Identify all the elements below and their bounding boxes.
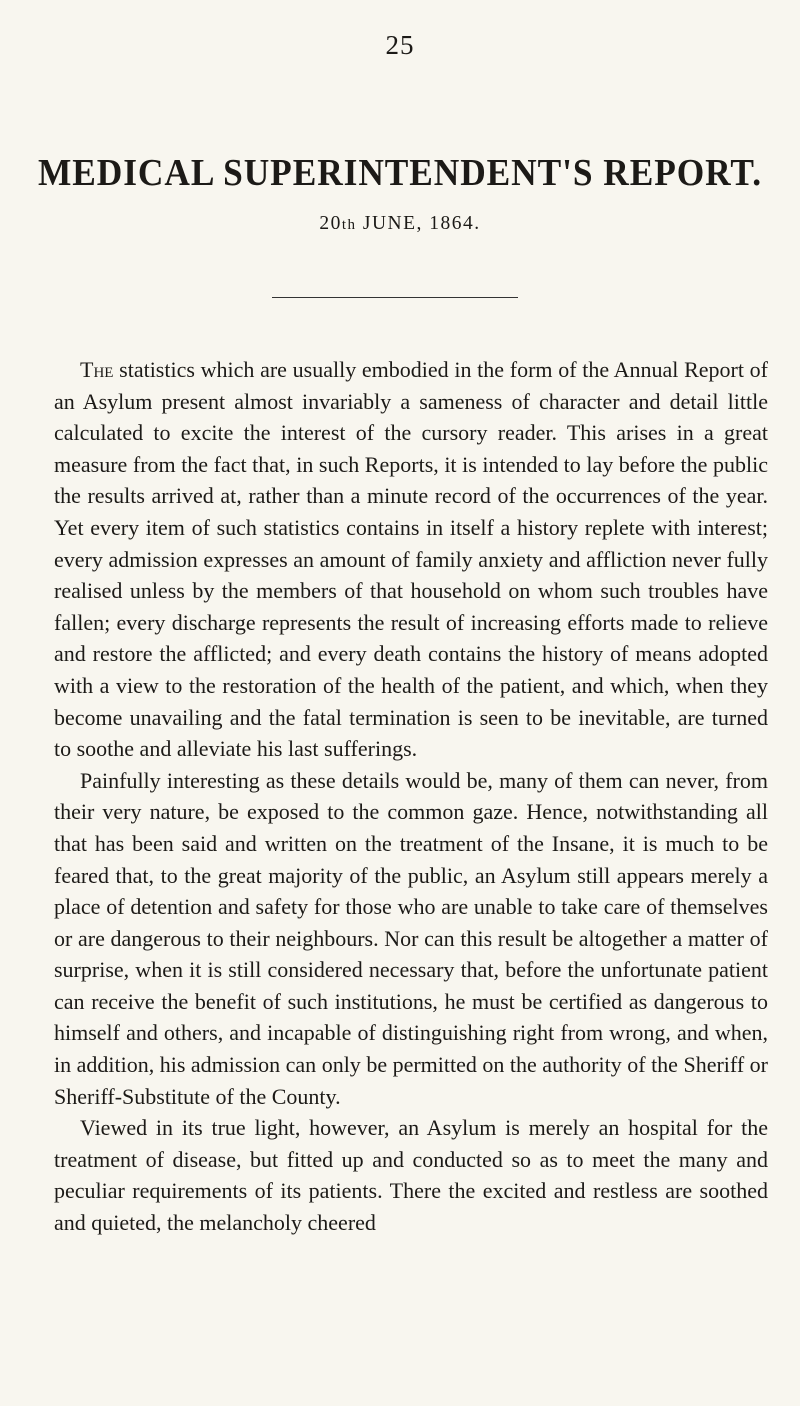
paragraph-1-lead: The <box>80 357 114 382</box>
paragraph-3: Viewed in its true light, however, an Asylum is merely an hospital for the treatment of disease, but fitted up and conducted so as to meet the many and peculiar requirements of its patients. There the excited and restless are soothed and quieted, the melancholy cheered <box>54 1115 768 1236</box>
report-title: MEDICAL SUPERINTENDENT'S REPORT. <box>37 152 762 194</box>
title-divider <box>272 297 518 298</box>
date-day: 20 <box>319 213 342 234</box>
report-body <box>54 354 768 1239</box>
date-rest: JUNE, 1864. <box>356 213 481 234</box>
report-date <box>0 213 800 235</box>
date-suffix: th <box>341 217 357 233</box>
paragraph-1 <box>54 354 768 765</box>
paragraph-2: Painfully interesting as these details would be, many of them can never, from their very nature, be exposed to the common gaze. Hence, notwithstanding all that has been said and written on the treatment of the Insane, it is much to be feared that, to the great majority of the public, an Asylum still appears merely a place of detention and safety for those who are unable to take care of themselves or are dangerous to their neighbours. Nor can this result be altogether a matter of surprise, when it is still considered necessary that, before the unfortunate patient can receive the benefit of such institutions, he must be certified as dangerous to himself and others, and incapable of distinguishing right from wrong, and when, in addition, his admission can only be permitted on the authority of the Sheriff or Sheriff-Substitute of the County. <box>54 767 768 1109</box>
paragraph-1-text: statistics which are usually embodied in the form of the Annual Report of an Asylum present almost invariably a sameness of character and detail little calculated to excite the interest of the cursory reader. This arises in a great measure from the fact that, in such Reports, it is intended to lay before the public the results arrived at, rather than a minute record of the occurrences of the year. Yet every item of such statistics contains in itself a history replete with interest; every admission expresses an amount of family anxiety and affliction never fully realised unless by the members of that household on whom such troubles have fallen; every discharge represents the result of increasing efforts made to relieve and restore the afflicted; and every death contains the history of means adopted with a view to the restoration of the health of the patient, and which, when they become unavailing and the fatal termination is seen to be inevitable, are turned to soothe and alleviate his last sufferings. <box>54 357 768 762</box>
page-number: 25 <box>385 30 415 60</box>
